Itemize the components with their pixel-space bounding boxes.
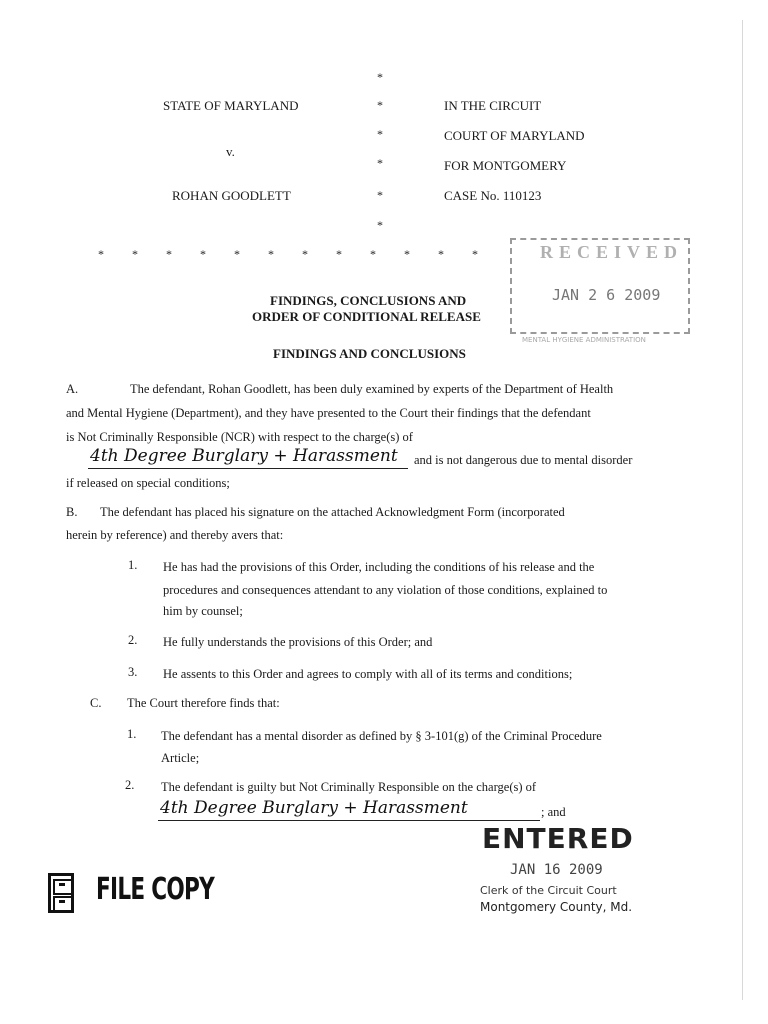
- handwritten-charge: 4th Degree Burglary + Harassment: [90, 446, 398, 466]
- caption-court-line1: IN THE CIRCUIT: [444, 98, 542, 113]
- list-item-text: procedures and consequences attendant to any violation of those conditions, explained to: [163, 583, 608, 597]
- received-stamp-footer: MENTAL HYGIENE ADMINISTRATION: [522, 336, 646, 344]
- document-title-line2: ORDER OF CONDITIONAL RELEASE: [252, 309, 481, 324]
- section-b-line: The defendant has placed his signature on the attached Acknowledgment Form (incorporated: [100, 505, 565, 519]
- file-cabinet-icon: [48, 873, 74, 913]
- received-stamp-date: JAN 2 6 2009: [552, 286, 661, 304]
- list-item-text: ; and: [541, 805, 566, 819]
- section-a-line: is Not Criminally Responsible (NCR) with respect to the charge(s) of: [66, 430, 413, 444]
- list-item-text: The defendant has a mental disorder as defined by § 3-101(g) of the Criminal Procedure: [161, 729, 602, 743]
- list-number: 1.: [128, 558, 138, 572]
- entered-stamp-word: ENTERED: [482, 822, 634, 855]
- caption-court-line2: COURT OF MARYLAND: [444, 128, 585, 143]
- list-item-text: He has had the provisions of this Order, including the conditions of his release and the: [163, 560, 595, 574]
- caption-star: *: [377, 218, 383, 232]
- charge-blank-c: [158, 798, 540, 821]
- caption-star: *: [377, 70, 383, 84]
- caption-star: *: [377, 127, 383, 141]
- star-divider: * * * * * * * * * * * *: [98, 247, 478, 261]
- list-item-text: him by counsel;: [163, 604, 243, 618]
- list-number: 3.: [128, 665, 138, 679]
- received-stamp: [510, 238, 690, 334]
- section-a-line: and is not dangerous due to mental disorder: [414, 453, 633, 467]
- list-number: 1.: [127, 727, 137, 741]
- list-item-text: Article;: [161, 751, 200, 765]
- section-b-label: B.: [66, 505, 78, 519]
- caption-star: *: [377, 156, 383, 170]
- received-stamp-header: RECEIVED: [540, 242, 684, 262]
- list-number: 2.: [125, 778, 135, 792]
- caption-court-line3: FOR MONTGOMERY: [444, 158, 567, 173]
- section-a-line: and Mental Hygiene (Department), and they have presented to the Court their findings that the defendant: [66, 406, 591, 420]
- page-edge-line: [742, 20, 743, 1000]
- file-copy-stamp: FILE COPY: [96, 872, 215, 907]
- caption-versus: v.: [226, 144, 235, 159]
- caption-state: STATE OF MARYLAND: [163, 98, 299, 113]
- document-title-line1: FINDINGS, CONCLUSIONS AND: [270, 293, 467, 308]
- caption-star: *: [377, 98, 383, 112]
- section-b-line: herein by reference) and thereby avers that:: [66, 528, 284, 542]
- section-a-label: A.: [66, 382, 79, 396]
- caption-star: *: [377, 188, 383, 202]
- list-item-text: He assents to this Order and agrees to comply with all of its terms and conditions;: [163, 667, 573, 681]
- charge-blank-a: [88, 446, 408, 469]
- entered-stamp-county: Montgomery County, Md.: [480, 900, 633, 914]
- section-heading: FINDINGS AND CONCLUSIONS: [273, 346, 466, 361]
- list-item-text: The defendant is guilty but Not Criminally Responsible on the charge(s) of: [161, 780, 537, 794]
- section-a-line: if released on special conditions;: [66, 476, 230, 490]
- list-item-text: He fully understands the provisions of this Order; and: [163, 635, 433, 649]
- handwritten-charge: 4th Degree Burglary + Harassment: [160, 798, 468, 818]
- section-c-label: C.: [90, 696, 102, 710]
- section-c-line: The Court therefore finds that:: [127, 696, 280, 710]
- caption-case-number: CASE No. 110123: [444, 188, 542, 203]
- entered-stamp-date: JAN 16 2009: [510, 862, 603, 878]
- caption-defendant: ROHAN GOODLETT: [172, 188, 291, 203]
- section-a-line: The defendant, Rohan Goodlett, has been duly examined by experts of the Department of Health: [130, 382, 614, 396]
- list-number: 2.: [128, 633, 138, 647]
- entered-stamp-clerk: Clerk of the Circuit Court: [480, 884, 617, 897]
